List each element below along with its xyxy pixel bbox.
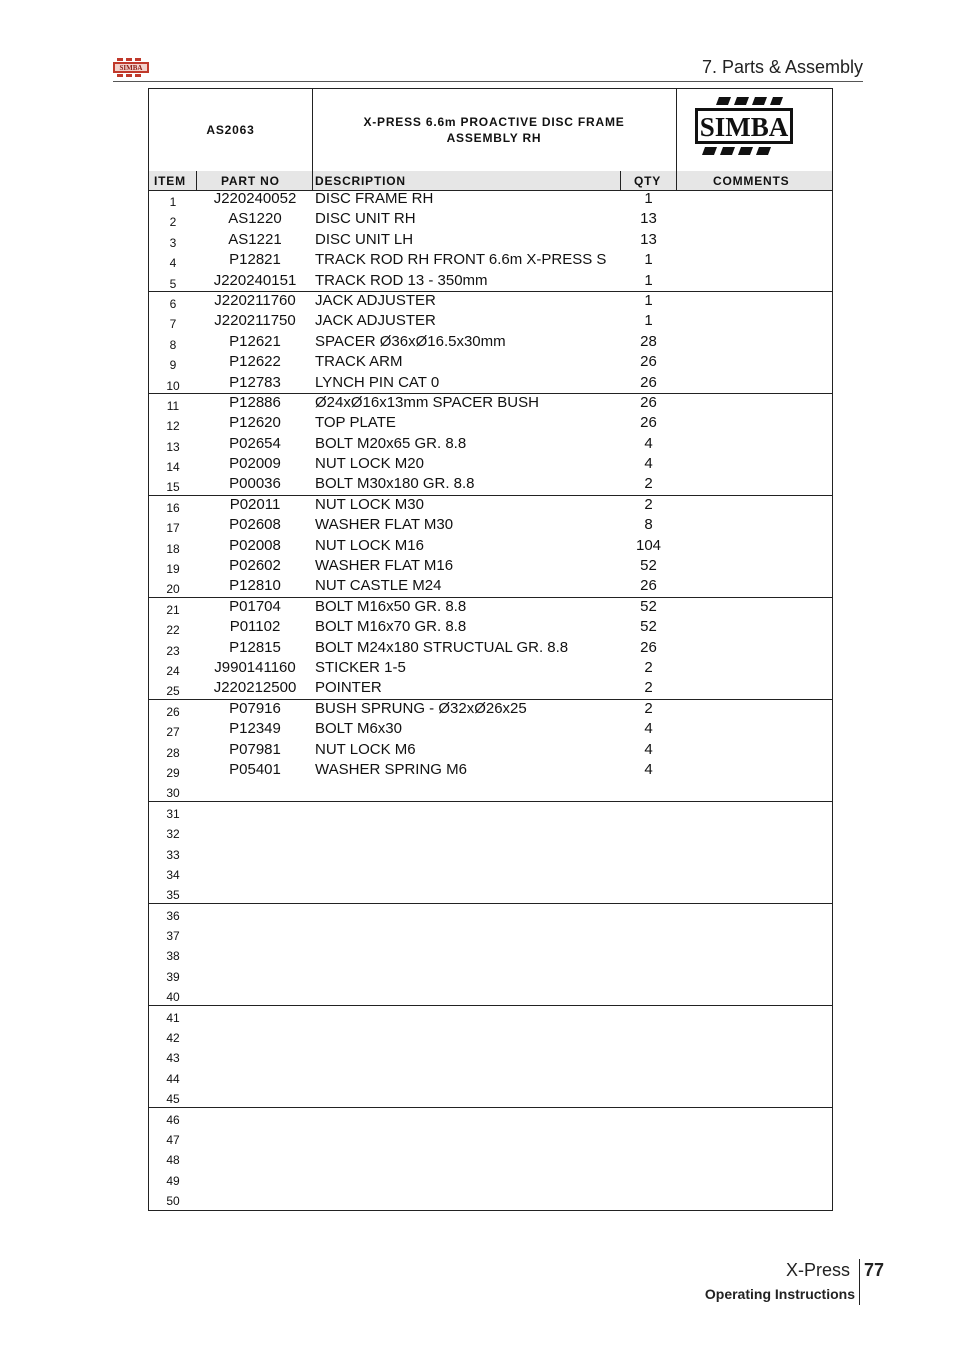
table-row (149, 455, 832, 475)
cell-qty: 4 (644, 434, 653, 452)
cell-part-no: P12815 (229, 638, 281, 656)
cell-item: 41 (166, 1010, 180, 1025)
cell-description: NUT LOCK M20 (315, 455, 424, 473)
cell-qty: 8 (644, 516, 653, 534)
cell-part-no: P02011 (229, 495, 281, 513)
table-row (149, 883, 832, 903)
assembly-title-line1: X-PRESS 6.6m PROACTIVE DISC FRAME (363, 115, 625, 129)
cell-item: 37 (166, 929, 180, 944)
table-row (149, 312, 832, 332)
cell-item: 6 (169, 296, 177, 311)
table-row (149, 251, 832, 271)
table-row (149, 272, 832, 292)
cell-qty: 26 (640, 577, 657, 595)
table-row (149, 190, 832, 210)
table-row (149, 496, 832, 516)
table-row (149, 639, 832, 659)
column-divider (312, 171, 313, 190)
table-row (149, 781, 832, 801)
cell-item: 23 (166, 643, 180, 658)
cell-part-no: P00036 (229, 475, 281, 493)
cell-part-no: P05401 (229, 760, 281, 778)
cell-description: LYNCH PIN CAT 0 (315, 373, 440, 391)
cell-item: 10 (166, 378, 180, 393)
cell-qty: 2 (644, 699, 653, 717)
cell-part-no: P02602 (229, 557, 281, 575)
cell-item: 20 (166, 582, 180, 597)
table-row (149, 679, 832, 699)
table-row (149, 618, 832, 638)
cell-description: Ø24xØ16x13mm SPACER BUSH (315, 393, 539, 411)
cell-item: 49 (166, 1173, 180, 1188)
cell-part-no: P02008 (229, 536, 281, 554)
parts-table-body (149, 190, 832, 1210)
column-header-part-no: PART NO (221, 174, 280, 188)
cell-description: WASHER FLAT M16 (315, 557, 454, 575)
cell-item: 5 (169, 276, 177, 291)
cell-part-no: J220240052 (213, 190, 297, 207)
column-header-description: DESCRIPTION (315, 174, 406, 188)
table-row (149, 1128, 832, 1148)
cell-part-no: P12810 (229, 577, 281, 595)
cell-description: BOLT M30x180 GR. 8.8 (315, 475, 475, 493)
cell-description: BOLT M16x70 GR. 8.8 (315, 618, 467, 636)
cell-item: 13 (166, 439, 180, 454)
table-row (149, 333, 832, 353)
cell-qty: 4 (644, 720, 653, 738)
column-header-qty: QTY (634, 174, 662, 188)
cell-item: 18 (166, 541, 180, 556)
cell-part-no: P12349 (229, 720, 281, 738)
cell-item: 46 (166, 1112, 180, 1127)
cell-item: 45 (166, 1092, 180, 1107)
cell-item: 32 (166, 827, 180, 842)
cell-item: 33 (166, 847, 180, 862)
cell-part-no: P07916 (229, 699, 281, 717)
cell-item: 28 (166, 745, 180, 760)
table-row (149, 1046, 832, 1066)
cell-part-no: P12620 (229, 414, 281, 432)
cell-description: NUT LOCK M16 (315, 536, 424, 554)
cell-part-no: P01704 (229, 597, 281, 615)
column-header-item: ITEM (154, 174, 186, 188)
column-header-comments: COMMENTS (713, 174, 790, 188)
cell-item: 42 (166, 1031, 180, 1046)
cell-item: 4 (169, 256, 177, 271)
assembly-code: AS2063 (149, 89, 313, 171)
cell-item: 27 (166, 725, 180, 740)
table-row (149, 1067, 832, 1087)
cell-qty: 4 (644, 455, 653, 473)
cell-description: JACK ADJUSTER (315, 291, 436, 309)
cell-item: 1 (169, 195, 177, 209)
cell-qty: 2 (644, 679, 653, 697)
cell-item: 50 (166, 1194, 180, 1209)
cell-item: 15 (166, 480, 180, 495)
table-row (149, 1169, 832, 1189)
cell-part-no: P12622 (229, 353, 281, 371)
cell-item: 34 (166, 867, 180, 882)
table-row (149, 1026, 832, 1046)
cell-description: TOP PLATE (315, 414, 396, 432)
cell-part-no: P12886 (229, 393, 281, 411)
cell-part-no: P07981 (229, 740, 281, 758)
cell-description: NUT CASTLE M24 (315, 577, 442, 595)
cell-qty: 26 (640, 353, 657, 371)
cell-qty: 26 (640, 373, 657, 391)
cell-item: 24 (166, 663, 180, 678)
table-row (149, 700, 832, 720)
cell-description: BOLT M24x180 STRUCTUAL GR. 8.8 (315, 638, 569, 656)
table-row (149, 924, 832, 944)
cell-qty: 1 (644, 251, 653, 269)
cell-item: 22 (166, 623, 180, 638)
cell-item: 38 (166, 949, 180, 964)
cell-item: 35 (166, 888, 180, 903)
cell-qty: 1 (644, 190, 653, 207)
header-rule (113, 81, 863, 82)
cell-description: NUT LOCK M30 (315, 495, 424, 513)
simba-logo-icon (113, 58, 149, 78)
cell-part-no: P12821 (229, 251, 281, 269)
table-row (149, 1108, 832, 1128)
cell-item: 9 (169, 358, 177, 373)
cell-description: TRACK ARM (315, 353, 403, 371)
cell-qty: 52 (640, 557, 657, 575)
table-row (149, 394, 832, 414)
cell-qty: 2 (644, 495, 653, 513)
cell-description: DISC UNIT RH (315, 210, 416, 228)
column-divider (196, 171, 197, 190)
cell-item: 11 (166, 398, 180, 413)
cell-part-no: J990141160 (214, 658, 296, 676)
cell-part-no: J220240151 (213, 271, 297, 289)
cell-item: 2 (169, 215, 177, 230)
table-row (149, 374, 832, 394)
cell-description: BOLT M20x65 GR. 8.8 (315, 434, 467, 452)
cell-item: 17 (166, 521, 180, 536)
table-row (149, 720, 832, 740)
cell-description: TRACK ROD 13 - 350mm (315, 271, 488, 289)
brand-logo-text: SIMBA (699, 112, 789, 142)
cell-qty: 28 (640, 332, 657, 350)
cell-part-no: P01102 (229, 618, 281, 636)
table-row (149, 843, 832, 863)
cell-description: SPACER Ø36xØ16.5x30mm (315, 332, 506, 350)
cell-qty: 52 (640, 618, 657, 636)
cell-description: BOLT M6x30 (315, 720, 402, 738)
cell-part-no: P02009 (229, 455, 281, 473)
cell-part-no: AS1221 (228, 230, 282, 248)
cell-description: STICKER 1-5 (315, 658, 406, 676)
page-number: 77 (864, 1260, 885, 1280)
table-row (149, 557, 832, 577)
cell-part-no: P02608 (229, 516, 281, 534)
cell-item: 12 (166, 419, 180, 434)
cell-item: 25 (166, 684, 180, 699)
cell-qty: 52 (640, 597, 657, 615)
cell-item: 48 (166, 1153, 180, 1168)
table-row (149, 985, 832, 1005)
cell-item: 3 (169, 235, 177, 250)
cell-item: 8 (169, 337, 177, 352)
cell-qty: 4 (644, 740, 653, 758)
section-title: 7. Parts & Assembly (701, 57, 863, 77)
cell-part-no: J220212500 (213, 679, 297, 697)
cell-item: 26 (166, 704, 180, 719)
cell-description: BUSH SPRUNG - Ø32xØ26x25 (315, 699, 527, 717)
cell-part-no: J220211760 (214, 291, 296, 309)
table-row (149, 863, 832, 883)
table-row (149, 598, 832, 618)
cell-description: WASHER FLAT M30 (315, 516, 454, 534)
cell-item: 31 (166, 806, 180, 821)
cell-qty: 13 (640, 210, 657, 228)
cell-item: 39 (166, 969, 180, 984)
footer-product: X-Press (786, 1260, 851, 1280)
table-row (149, 414, 832, 434)
cell-qty: 26 (640, 414, 657, 432)
cell-description: NUT LOCK M6 (315, 740, 416, 758)
header-logo (113, 58, 149, 78)
cell-qty: 2 (644, 475, 653, 493)
brand-logo-cell (677, 89, 832, 171)
table-row (149, 577, 832, 597)
cell-qty: 1 (644, 291, 653, 309)
parts-sheet (148, 88, 833, 1211)
table-row (149, 802, 832, 822)
cell-item: 21 (166, 602, 180, 617)
cell-qty: 26 (640, 393, 657, 411)
title-block (149, 89, 832, 172)
table-row (149, 944, 832, 964)
table-row (149, 1087, 832, 1107)
simba-brand-logo-icon (695, 95, 793, 157)
cell-item: 36 (166, 908, 180, 923)
cell-item: 40 (166, 990, 180, 1005)
cell-item: 19 (166, 562, 180, 577)
assembly-title-line2: ASSEMBLY RH (446, 131, 542, 145)
table-row (149, 475, 832, 495)
cell-item: 30 (166, 786, 180, 801)
cell-qty: 1 (644, 271, 653, 289)
table-row (149, 965, 832, 985)
table-row (149, 904, 832, 924)
column-divider (620, 171, 621, 190)
table-row (149, 1189, 832, 1209)
table-row (149, 435, 832, 455)
table-row (149, 659, 832, 679)
cell-description: DISC FRAME RH (315, 190, 434, 207)
cell-qty: 13 (640, 230, 657, 248)
table-row (149, 231, 832, 251)
table-row (149, 353, 832, 373)
table-row (149, 761, 832, 781)
cell-part-no: AS1220 (228, 210, 282, 228)
cell-item: 7 (169, 317, 177, 332)
cell-qty: 4 (644, 760, 653, 778)
table-row (149, 516, 832, 536)
cell-item: 47 (166, 1132, 180, 1147)
cell-qty: 2 (644, 658, 653, 676)
table-row (149, 210, 832, 230)
footer-divider (859, 1259, 860, 1305)
cell-item: 14 (166, 460, 180, 475)
cell-item: 29 (166, 765, 180, 780)
cell-description: POINTER (315, 679, 382, 697)
cell-description: DISC UNIT LH (315, 230, 414, 248)
cell-description: TRACK ROD RH FRONT 6.6m X-PRESS S (315, 251, 607, 269)
cell-item: 44 (166, 1071, 180, 1086)
table-row (149, 822, 832, 842)
cell-item: 43 (166, 1051, 180, 1066)
cell-item: 16 (166, 500, 180, 515)
table-row (149, 1148, 832, 1168)
table-row (149, 292, 832, 312)
cell-part-no: P12621 (229, 332, 281, 350)
table-row (149, 1006, 832, 1026)
cell-part-no: P12783 (229, 373, 281, 391)
column-header-row (149, 171, 832, 191)
footer-subtitle: Operating Instructions (704, 1286, 855, 1302)
header-logo-text: SIMBA (119, 64, 143, 72)
assembly-title (312, 89, 677, 171)
cell-part-no: P02654 (229, 434, 281, 452)
column-divider (676, 171, 677, 190)
cell-qty: 1 (644, 312, 653, 330)
cell-description: JACK ADJUSTER (315, 312, 436, 330)
cell-qty: 26 (640, 638, 657, 656)
cell-qty: 104 (635, 536, 662, 554)
cell-description: BOLT M16x50 GR. 8.8 (315, 597, 467, 615)
cell-description: WASHER SPRING M6 (315, 760, 467, 778)
table-row (149, 537, 832, 557)
table-row (149, 741, 832, 761)
cell-part-no: J220211750 (214, 312, 296, 330)
